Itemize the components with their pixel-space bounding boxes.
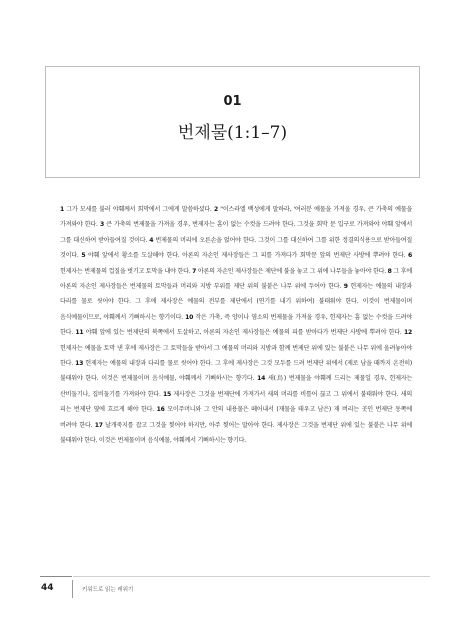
verse-text: "이스라엘 백성에게 말하라, '여러분 예물을 가져올 경우, 큰 가축의 예물을 가져와야 한다. xyxy=(60,206,413,229)
footer-rule-left xyxy=(40,576,72,577)
scripture-text xyxy=(60,202,412,449)
verse-number: 13 xyxy=(75,360,84,368)
verse-number: 14 xyxy=(257,375,266,383)
verse-text: 날개죽지를 잡고 그것을 찢어야 하지만, 아주 찢어는 말아야 한다. 제사장은 그것을 번제단 위에 있는 불붙은 나무 위에 불태워야 한다. 이것은 번제물이며 음식예물, 야훼께서 기뻐하시는 향기다. xyxy=(60,421,412,445)
verse-text: 야훼 앞에 있는 번제단의 북쪽에서 도살하고, 아론의 자손인 제사장들은 예물의 피를 받아다가 번제단 사방에 뿌려야 한다. xyxy=(83,329,405,337)
footer-divider xyxy=(72,580,73,598)
verse-text: 큰 가축의 번제물을 가져올 경우, 번제자는 흠이 없는 수컷을 드려야 한다. 그것을 회막 문 입구로 가져와야 야훼 앞에서 그를 대신하여 받아들여질 것이다. xyxy=(60,221,412,244)
verse-text: 헌제자는 예물의 내장과 다리를 물로 씻어야 한다. 그 후에 제사장은 그것 모두를 드려 번제단 위에서 (제로 남을 때까지 온전히) 불태워야 한다. 이것은 번제물이며 음식예물, 야훼께서 기뻐하시는 향기다. xyxy=(60,360,412,383)
verse-text: 아론의 자손인 제사장들은 제단에 불을 놓고 그 위에 나무들을 놓아야 한다. xyxy=(196,267,388,275)
footer-rule-right xyxy=(73,576,430,577)
verse-number: 10 xyxy=(185,313,194,321)
verse-text: 모이주머니와 그 안의 내용물은 떼어내서 (재물을 태우고 남은) 재 버리는 곳인 번제단 동쪽에 버려야 한다. xyxy=(60,406,412,429)
verse-text: 헌제자는 예물의 내장과 다리를 물로 씻어야 한다. 그 후에 제사장은 예물의 전부를 제단에서 (연기를 내기 위하여) 불태워야 한다. 이것이 번제물이며 음식예물이므로, 야훼께서 기뻐하시는 향기이다. xyxy=(60,283,412,321)
verse-text: 새(鳥) 번제물을 야훼께 드리는 제물일 경우, 헌제자는 산비둘기나, 집비둘기를 가져와야 한다. xyxy=(60,375,413,398)
page-number: 44 xyxy=(41,583,54,593)
chapter-title-box xyxy=(45,66,420,178)
verse-number: 6 xyxy=(408,252,412,260)
verse-number: 1 xyxy=(60,206,64,213)
verse-number: 15 xyxy=(163,390,172,398)
verse-text: 헌제자는 예물을 토막 낸 후에 제사장은 그 토막들을 받아서 그 예물의 머리와 지방과 함께 번제단 위에 있는 불붙은 나무 위에 올려놓아야 한다. xyxy=(60,344,412,368)
verse-number: 2 xyxy=(213,206,218,213)
verse-number: 8 xyxy=(387,267,392,275)
verse-number: 7 xyxy=(192,267,197,275)
running-book-title: 키워드로 읽는 레위기 xyxy=(82,587,134,593)
verse-text: 야훼 앞에서 황소를 도살해야 한다. 아론의 자손인 제사장들은 그 피를 가져다가 회막문 앞의 번제단 사방에 뿌려야 한다. xyxy=(85,252,408,260)
verse-number: 9 xyxy=(343,283,348,291)
verse-number: 5 xyxy=(81,252,86,260)
verse-text: 그 후에 아론의 자손인 제사장들은 번제물의 토막들과 머리와 지방 부위를 제단 위의 불붙은 나무 위에 두어야 한다. xyxy=(60,267,412,291)
chapter-number: 01 xyxy=(223,94,242,109)
verse-text: 그가 모세를 불러 야훼께서 회막에서 그에게 말씀하셨다. xyxy=(64,206,214,213)
verse-number: 3 xyxy=(99,221,104,229)
verse-text: 작은 가축, 즉 양이나 염소의 번제물을 가져올 경우, 헌제자는 흠 없는 수컷을 드려야 한다. xyxy=(60,313,412,337)
verse-text: 제사장은 그것을 번제단에 가져가서 새의 머리를 비틀어 끊고 그 위에서 불태워야 한다. 새의 피는 번제단 옆에 흐르게 해야 한다. xyxy=(60,390,413,414)
verse-number: 12 xyxy=(404,329,412,337)
verse-number: 11 xyxy=(75,329,84,337)
verse-text: 번제물의 머리에 오른손을 얹어야 한다. 그것이 그를 대신하여 그를 위한 정결의식용으로 받아들여질 것이다. xyxy=(60,236,412,260)
verse-number: 16 xyxy=(156,406,165,414)
verse-number: 17 xyxy=(94,421,103,429)
verse-number: 4 xyxy=(149,236,154,244)
verse-text: 헌제자는 번제물의 껍질을 벗기고 토막을 내야 한다. xyxy=(60,267,193,275)
chapter-title: 번제물(1:1–7) xyxy=(177,123,288,143)
